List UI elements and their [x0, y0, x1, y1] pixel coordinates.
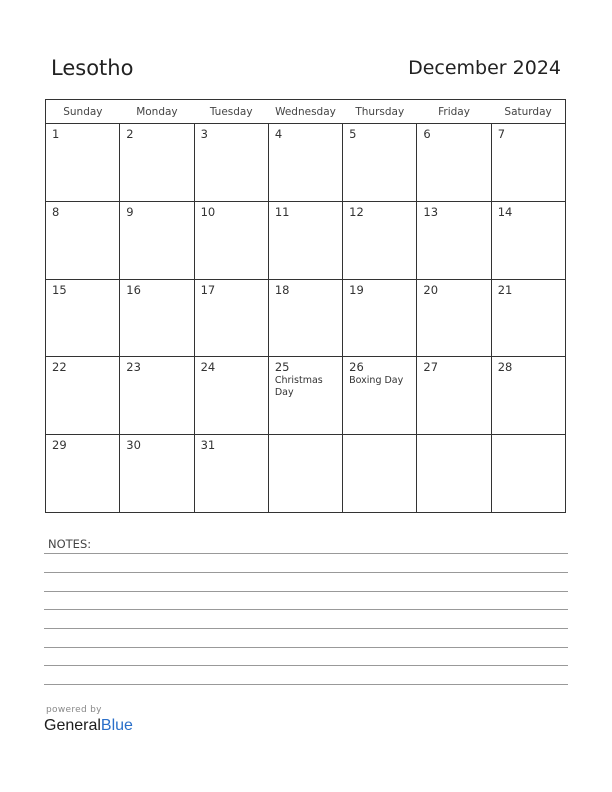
logo-general-text: General — [44, 717, 101, 734]
month-title: December 2024 — [408, 57, 561, 79]
day-cell — [120, 357, 194, 435]
day-number: 9 — [126, 204, 134, 219]
day-number: 11 — [274, 204, 290, 219]
weekday-tuesday: Tuesday — [194, 100, 268, 124]
day-cell — [194, 435, 268, 513]
day-number: 31 — [200, 438, 216, 453]
day-cell — [343, 124, 417, 202]
day-cell — [491, 357, 565, 435]
day-cell — [343, 357, 417, 435]
week-row — [46, 124, 566, 202]
note-line — [44, 553, 568, 554]
weekday-monday: Monday — [120, 100, 194, 124]
day-number: 23 — [126, 360, 141, 375]
day-number: 10 — [200, 204, 216, 219]
day-cell — [343, 435, 417, 513]
day-number: 13 — [423, 204, 439, 219]
day-number: 21 — [497, 282, 513, 297]
week-row — [46, 201, 566, 279]
day-number: 3 — [200, 127, 208, 141]
day-cell — [268, 279, 342, 357]
day-number: 1 — [52, 127, 60, 141]
day-number: 5 — [349, 127, 357, 141]
day-cell — [491, 201, 565, 279]
week-row — [46, 357, 566, 435]
day-number: 4 — [274, 127, 283, 141]
note-line — [44, 609, 568, 610]
note-line — [44, 647, 568, 648]
day-cell — [417, 279, 491, 357]
day-cell — [343, 201, 417, 279]
day-cell — [194, 357, 268, 435]
notes-label: NOTES: — [48, 537, 92, 551]
day-number: 8 — [52, 204, 60, 219]
day-number: 26 — [349, 360, 364, 375]
note-line — [44, 684, 568, 685]
day-number: 7 — [497, 127, 506, 141]
day-cell — [268, 124, 342, 202]
day-number: 15 — [52, 282, 67, 297]
day-cell — [46, 357, 120, 435]
day-cell — [343, 279, 417, 357]
day-cell — [417, 357, 491, 435]
day-cell — [491, 124, 565, 202]
day-cell — [120, 201, 194, 279]
day-number: 19 — [349, 282, 364, 297]
day-number: 27 — [423, 360, 439, 375]
day-cell — [46, 201, 120, 279]
day-cell — [46, 279, 120, 357]
weekday-friday: Friday — [417, 100, 491, 124]
day-number: 24 — [200, 360, 216, 375]
day-cell — [120, 435, 194, 513]
day-number: 28 — [497, 360, 513, 375]
day-cell — [268, 357, 342, 435]
note-line — [44, 628, 568, 629]
day-cell — [194, 124, 268, 202]
day-cell — [417, 201, 491, 279]
country-title: Lesotho — [51, 56, 134, 80]
note-line — [44, 591, 568, 592]
calendar-grid — [45, 99, 566, 513]
day-cell — [46, 124, 120, 202]
weekday-wednesday: Wednesday — [268, 100, 342, 124]
note-line — [44, 572, 568, 573]
day-number: 14 — [497, 204, 513, 219]
day-number: 2 — [126, 127, 134, 141]
day-number: 20 — [423, 282, 439, 297]
day-number: 16 — [126, 282, 141, 297]
powered-by-text: powered by — [46, 705, 102, 715]
holiday-label: Boxing Day — [349, 375, 404, 387]
weekday-saturday: Saturday — [491, 100, 565, 124]
generalblue-logo — [44, 717, 133, 735]
week-row — [46, 435, 566, 513]
day-cell — [194, 279, 268, 357]
day-number: 18 — [274, 282, 290, 297]
weekday-sunday: Sunday — [46, 100, 120, 124]
week-row — [46, 279, 566, 357]
day-cell — [194, 201, 268, 279]
day-number: 12 — [349, 204, 364, 219]
day-number: 30 — [126, 438, 141, 453]
note-line — [44, 665, 568, 666]
day-cell — [120, 279, 194, 357]
weekday-header-row — [46, 100, 566, 124]
day-number: 22 — [52, 360, 67, 375]
day-cell — [120, 124, 194, 202]
holiday-label: Christmas Day — [274, 375, 323, 399]
day-number: 6 — [423, 127, 431, 141]
day-cell — [46, 435, 120, 513]
day-cell — [268, 201, 342, 279]
day-number: 25 — [274, 360, 290, 375]
day-cell — [491, 279, 565, 357]
day-number: 17 — [200, 282, 216, 297]
day-number: 29 — [52, 438, 67, 453]
day-cell — [417, 124, 491, 202]
day-cell — [417, 435, 491, 513]
weekday-thursday: Thursday — [343, 100, 417, 124]
day-cell — [268, 435, 342, 513]
logo-blue-text: Blue — [100, 717, 133, 734]
day-cell — [491, 435, 565, 513]
